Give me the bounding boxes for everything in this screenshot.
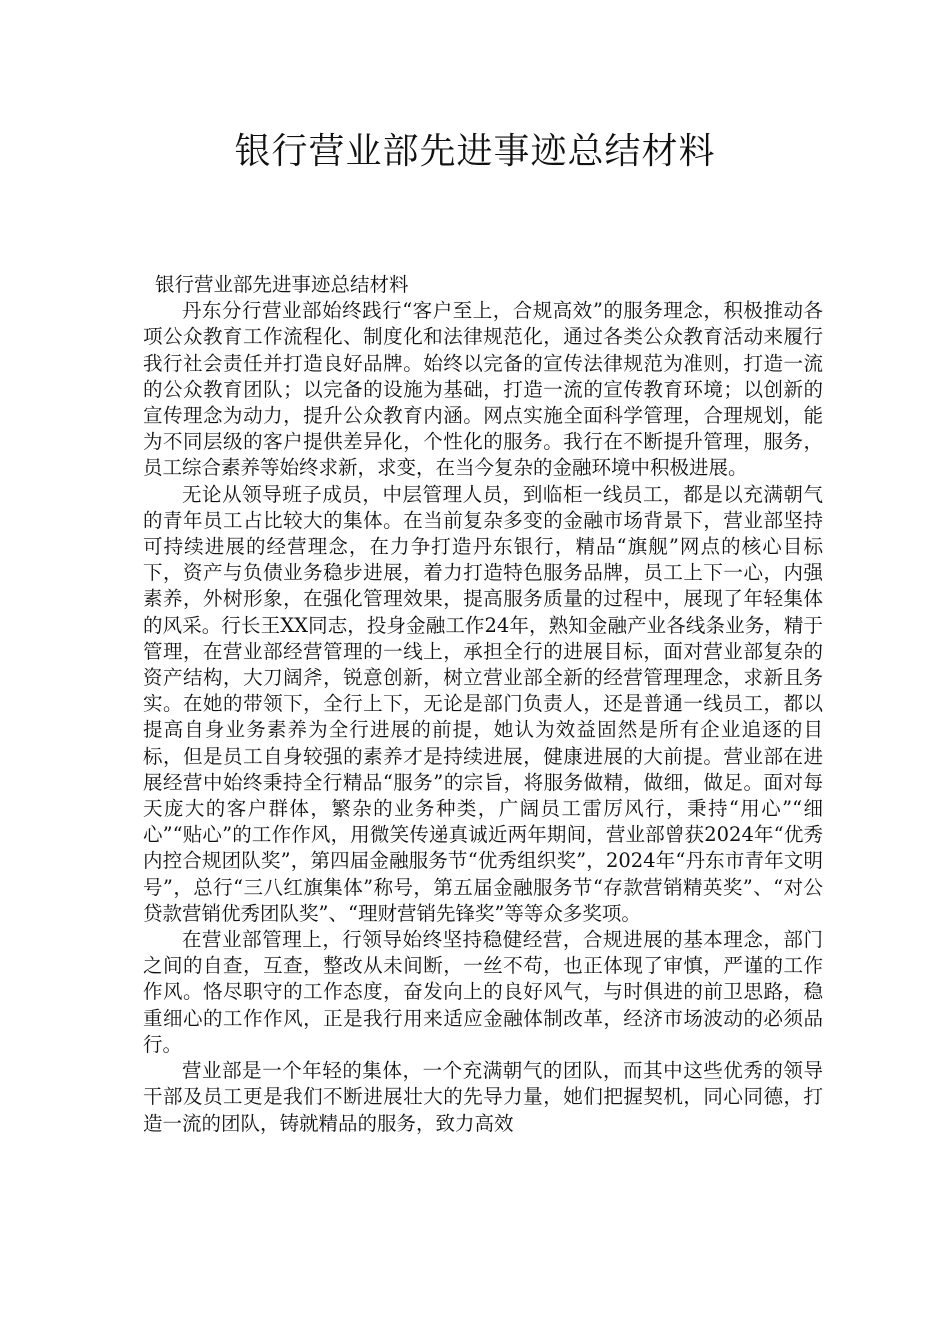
paragraph-4: 营业部是一个年轻的集体，一个充满朝气的团队，而其中这些优秀的领导干部及员工更是我们不断进展壮大的先导力量，她们把握契机，同心同德，打造一流的团队，铸就精品的服务，致力高效 <box>143 1059 823 1135</box>
document-subtitle: 银行营业部先进事迹总结材料 <box>155 273 409 296</box>
paragraph-1: 丹东分行营业部始终践行“客户至上，合规高效”的服务理念，积极推动各项公众教育工作流程化、制度化和法律规范化，通过各类公众教育活动来履行我行社会责任并打造良好品牌。始终以完备的宣传法律规范为准则，打造一流的公众教育团队；以完备的设施为基础，打造一流的宣传教育环境；以创新的宣传理念为动力，提升公众教育内涵。网点实施全面科学管理，合理规划，能为不同层级的客户提供差异化，个性化的服务。我行在不断提升管理，服务，员工综合素养等始终求新，求变，在当今复杂的金融环境中积极进展。 <box>143 299 823 480</box>
paragraph-2: 无论从领导班子成员，中层管理人员，到临柜一线员工，都是以充满朝气的青年员工占比较大的集体。在当前复杂多变的金融市场背景下，营业部坚持可持续进展的经营理念，在力争打造丹东银行，精品“旗舰”网点的核心目标下，资产与负债业务稳步进展，着力打造特色服务品牌，员工上下一心，内强素养，外树形象，在强化管理效果，提高服务质量的过程中，展现了年轻集体的风采。行长王XX同志，投身金融工作24年，熟知金融产业各线条业务，精于管理，在营业部经营管理的一线上，承担全行的进展目标，面对营业部复杂的资产结构，大刀阔斧，锐意创新，树立营业部全新的经营管理理念，求新且务实。在她的带领下，全行上下，无论是部门负责人，还是普通一线员工，都以提高自身业务素养为全行进展的前提，她认为效益固然是所有企业追逐的目标，但是员工自身较强的素养才是持续进展，健康进展的大前提。营业部在进展经营中始终秉持全行精品“服务”的宗旨，将服务做精，做细，做足。面对每天庞大的客户群体，繁杂的业务种类，广阔员工雷厉风行，秉持“用心”“细心”“贴心”的工作作风，用微笑传递真诚近两年期间，营业部曾获2024年“优秀内控合规团队奖”，第四届金融服务节“优秀组织奖”，2024年“丹东市青年文明号”，总行“三八红旗集体”称号，第五届金融服务节“存款营销精英奖”、“对公贷款营销优秀团队奖”、“理财营销先锋奖”等等众多奖项。 <box>143 482 823 925</box>
paragraph-3: 在营业部管理上，行领导始终坚持稳健经营，合规进展的基本理念，部门之间的自查，互查，整改从未间断，一丝不苟，也正体现了审慎，严谨的工作作风。恪尽职守的工作态度，奋发向上的良好风气，与时俱进的前卫思路，稳重细心的工作作风，正是我行用来适应金融体制改革，经济市场波动的必须品行。 <box>143 928 823 1056</box>
document-body <box>143 272 823 1137</box>
document-title: 银行营业部先进事迹总结材料 <box>234 131 716 172</box>
